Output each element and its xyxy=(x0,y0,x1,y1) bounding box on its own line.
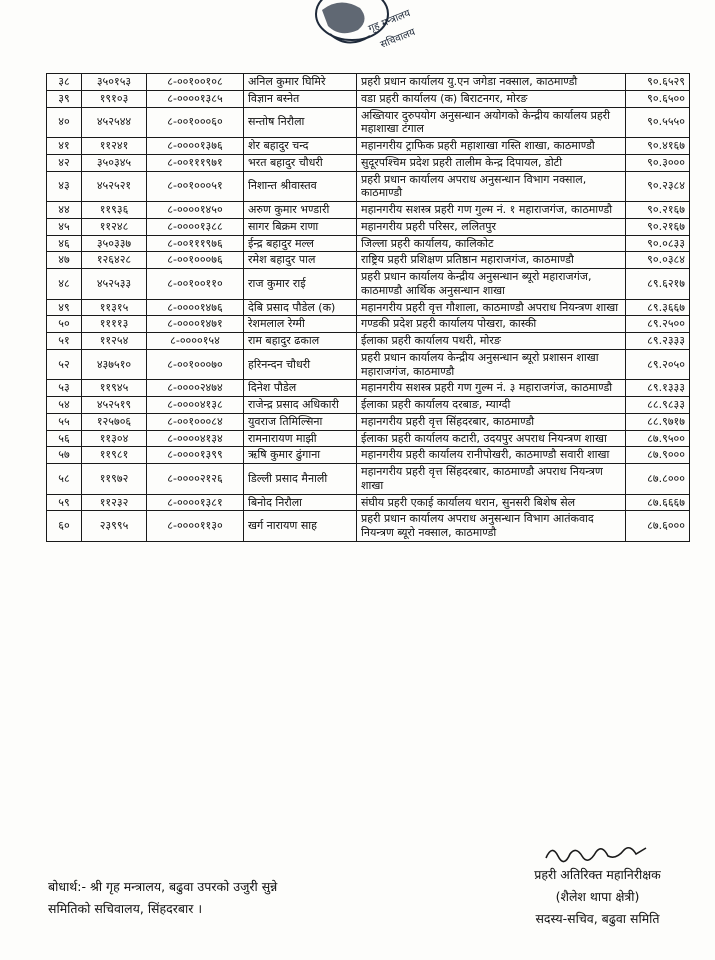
officer-name-cell: राज कुमार राई xyxy=(244,269,357,300)
office-cell: ईलाका प्रहरी कार्यालय दरबाङ, म्याग्दी xyxy=(357,397,626,414)
office-cell: संघीय प्रहरी एकाई कार्यालय धरान, सुनसरी बिशेष सेल xyxy=(357,494,626,511)
symbol-number-cell: ८-००००१५४ xyxy=(147,333,244,350)
police-id-cell: ११२५४ xyxy=(82,333,147,350)
table-row xyxy=(47,235,690,252)
table-row xyxy=(47,447,690,464)
office-cell: प्रहरी प्रधान कार्यालय अपराध अनुसन्धान विभाग नक्साल, काठमाण्डौ xyxy=(357,171,626,202)
score-cell: ८८.९७१७ xyxy=(626,413,690,430)
table-row xyxy=(47,154,690,171)
symbol-number-cell: ८-००१०००८४ xyxy=(147,413,244,430)
serial-number-cell: ३९ xyxy=(47,90,82,107)
officer-name-cell: दिनेश पौडेल xyxy=(244,380,357,397)
office-cell: जिल्ला प्रहरी कार्यालय, कालिकोट xyxy=(357,235,626,252)
table-row xyxy=(47,74,690,91)
serial-number-cell: ५७ xyxy=(47,447,82,464)
office-cell: महानगरीय प्रहरी वृत्त सिंहदरबार, काठमाण्डौ xyxy=(357,413,626,430)
police-id-cell: ११२४८ xyxy=(82,218,147,235)
signature-block xyxy=(505,842,690,930)
serial-number-cell: ५३ xyxy=(47,380,82,397)
office-cell: प्रहरी प्रधान कार्यालय अपराध अनुसन्धान विभाग आतंकवाद नियन्त्रण ब्यूरो नक्साल, काठमाण्डौ xyxy=(357,511,626,542)
symbol-number-cell: ८-००१११९७१ xyxy=(147,154,244,171)
symbol-number-cell: ८-००१००११० xyxy=(147,269,244,300)
footer-note-line1: बोधार्थ:- श्री गृह मन्त्रालय, बढुवा उपरको उजुरी सुन्ने xyxy=(48,879,278,894)
symbol-number-cell: ८-००००१३८५ xyxy=(147,90,244,107)
officer-name-cell: रमेश बहादुर पाल xyxy=(244,252,357,269)
police-id-cell: २३९९५ xyxy=(82,511,147,542)
serial-number-cell: ४९ xyxy=(47,299,82,316)
police-id-cell: ३५०१५३ xyxy=(82,74,147,91)
police-id-cell: ३५०३३७ xyxy=(82,235,147,252)
table-row xyxy=(47,252,690,269)
serial-number-cell: ४८ xyxy=(47,269,82,300)
serial-number-cell: ५१ xyxy=(47,333,82,350)
office-cell: वडा प्रहरी कार्यालय (क) बिराटनगर, मोरङ xyxy=(357,90,626,107)
score-cell: ९०.६५२९ xyxy=(626,74,690,91)
officer-name-cell: रेशमलाल रेग्मी xyxy=(244,316,357,333)
symbol-number-cell: ८-००००१४७६ xyxy=(147,299,244,316)
symbol-number-cell: ८-००००२४७४ xyxy=(147,380,244,397)
score-cell: ९०.३००० xyxy=(626,154,690,171)
police-id-cell: ११३०४ xyxy=(82,430,147,447)
table-row xyxy=(47,218,690,235)
symbol-number-cell: ८-००१००१०८ xyxy=(147,74,244,91)
stamp-text: गृह मन्त्रालय xyxy=(367,8,412,35)
officer-name-cell: विज्ञान बस्नेत xyxy=(244,90,357,107)
serial-number-cell: ५० xyxy=(47,316,82,333)
office-cell: महानगरीय प्रहरी परिसर, ललितपुर xyxy=(357,218,626,235)
officer-name-cell: ईन्द्र बहादुर मल्ल xyxy=(244,235,357,252)
signatory-name: (शैलेश थापा क्षेत्री) xyxy=(555,889,640,904)
office-cell: महानगरीय प्रहरी वृत्त गौशाला, काठमाण्डौ अपराध नियन्त्रण शाखा xyxy=(357,299,626,316)
office-cell: सुदूरपश्चिम प्रदेश प्रहरी तालीम केन्द्र दिपायल, डोटी xyxy=(357,154,626,171)
table-row xyxy=(47,316,690,333)
police-id-cell: ३५०३४५ xyxy=(82,154,147,171)
office-cell: महानगरीय सशस्त्र प्रहरी गण गुल्म नं. ३ महाराजगंज, काठमाण्डौ xyxy=(357,380,626,397)
officer-name-cell: राजेन्द्र प्रसाद अधिकारी xyxy=(244,397,357,414)
table-row xyxy=(47,464,690,495)
office-cell: प्रहरी प्रधान कार्यालय केन्द्रीय अनुसन्धान ब्यूरो महाराजगंज, काठमाण्डौ आर्थिक अनुसन्धान शाखा xyxy=(357,269,626,300)
serial-number-cell: ५८ xyxy=(47,464,82,495)
score-cell: ९०.६५०० xyxy=(626,90,690,107)
police-id-cell: १९१०३ xyxy=(82,90,147,107)
office-cell: महानगरीय प्रहरी कार्यालय रानीपोखरी, काठमाण्डौ सवारी शाखा xyxy=(357,447,626,464)
score-cell: ९०.२३८४ xyxy=(626,171,690,202)
footer-note xyxy=(48,876,348,920)
symbol-number-cell: ८-००१११९७६ xyxy=(147,235,244,252)
symbol-number-cell: ८-००००१३९९ xyxy=(147,447,244,464)
symbol-number-cell: ८-००००२१२६ xyxy=(147,464,244,495)
score-cell: ८७.९००० xyxy=(626,447,690,464)
serial-number-cell: ४७ xyxy=(47,252,82,269)
score-cell: ९०.२१६७ xyxy=(626,202,690,219)
symbol-number-cell: ८-००००१३७६ xyxy=(147,138,244,155)
score-cell: ८९.३६६७ xyxy=(626,299,690,316)
signatory-role: सदस्य-सचिव, बढुवा समिति xyxy=(535,911,660,926)
police-id-cell: ११२३२ xyxy=(82,494,147,511)
symbol-number-cell: ८-००१०००७० xyxy=(147,349,244,380)
police-id-cell: ११११३ xyxy=(82,316,147,333)
symbol-number-cell: ८-००१०००६० xyxy=(147,107,244,138)
score-cell: ८९.६२१७ xyxy=(626,269,690,300)
officer-name-cell: हरिनन्दन चौधरी xyxy=(244,349,357,380)
office-cell: महानगरीय ट्राफिक प्रहरी महाशाखा गस्ति शाखा, काठमाण्डौ xyxy=(357,138,626,155)
police-id-cell: ११९३६ xyxy=(82,202,147,219)
handwritten-signature xyxy=(538,842,658,864)
table-row xyxy=(47,299,690,316)
symbol-number-cell: ८-००००१४५० xyxy=(147,202,244,219)
police-id-cell: ११२४१ xyxy=(82,138,147,155)
office-cell: प्रहरी प्रधान कार्यालय केन्द्रीय अनुसन्धान ब्यूरो प्रशासन शाखा महाराजगंज, काठमाण्डौ xyxy=(357,349,626,380)
serial-number-cell: ३८ xyxy=(47,74,82,91)
police-id-cell: ११३१५ xyxy=(82,299,147,316)
office-cell: अख्तियार दुरुपयोग अनुसन्धान अयोगको केन्द्रीय कार्यालय प्रहरी महाशाखा टंगाल xyxy=(357,107,626,138)
table-row xyxy=(47,397,690,414)
serial-number-cell: ४४ xyxy=(47,202,82,219)
office-cell: ईलाका प्रहरी कार्यालय पथरी, मोरङ xyxy=(357,333,626,350)
score-cell: ८७.६००० xyxy=(626,511,690,542)
police-id-cell: ४५२५३३ xyxy=(82,269,147,300)
serial-number-cell: ४० xyxy=(47,107,82,138)
office-cell: प्रहरी प्रधान कार्यालय यु.एन जगेडा नक्साल, काठमाण्डौ xyxy=(357,74,626,91)
office-cell: गण्डकी प्रदेश प्रहरी कार्यालय पोखरा, कास्की xyxy=(357,316,626,333)
table-row xyxy=(47,380,690,397)
score-cell: ८९.२३३३ xyxy=(626,333,690,350)
serial-number-cell: ४६ xyxy=(47,235,82,252)
serial-number-cell: ५६ xyxy=(47,430,82,447)
officer-name-cell: रामनारायण माझी xyxy=(244,430,357,447)
table-row xyxy=(47,171,690,202)
police-id-cell: ४५२५४४ xyxy=(82,107,147,138)
footer-note-line2: समितिको सचिवालय, सिंहदरबार । xyxy=(48,901,203,916)
symbol-number-cell: ८-००००१३८१ xyxy=(147,494,244,511)
officer-name-cell: युवराज तिमिल्सिना xyxy=(244,413,357,430)
officer-name-cell: अनिल कुमार घिमिरे xyxy=(244,74,357,91)
police-id-cell: ४५२५२१ xyxy=(82,171,147,202)
score-cell: ८७.९५०० xyxy=(626,430,690,447)
officer-name-cell: ऋषि कुमार ढुंगाना xyxy=(244,447,357,464)
officer-name-cell: बिनोद निरौला xyxy=(244,494,357,511)
officer-name-cell: भरत बहादुर चौधरी xyxy=(244,154,357,171)
score-cell: ९०.०८३३ xyxy=(626,235,690,252)
office-cell: महानगरीय सशस्त्र प्रहरी गण गुल्म नं. १ महाराजगंज, काठमाण्डौ xyxy=(357,202,626,219)
symbol-number-cell: ८-००००१४७१ xyxy=(147,316,244,333)
police-id-cell: ११९८१ xyxy=(82,447,147,464)
officer-name-cell: निशान्त श्रीवास्तव xyxy=(244,171,357,202)
score-cell: ८७.६६६७ xyxy=(626,494,690,511)
table-row xyxy=(47,413,690,430)
symbol-number-cell: ८-००००११३० xyxy=(147,511,244,542)
serial-number-cell: ४१ xyxy=(47,138,82,155)
score-cell: ९०.५५५० xyxy=(626,107,690,138)
table-row xyxy=(47,90,690,107)
serial-number-cell: ५५ xyxy=(47,413,82,430)
office-cell: ईलाका प्रहरी कार्यालय कटारी, उदयपुर अपराध नियन्त्रण शाखा xyxy=(357,430,626,447)
officer-name-cell: देबि प्रसाद पौडेल (क) xyxy=(244,299,357,316)
ministry-stamp-seal xyxy=(300,0,450,68)
police-id-cell: १२५७०६ xyxy=(82,413,147,430)
symbol-number-cell: ८-००००१३८८ xyxy=(147,218,244,235)
officer-name-cell: खर्ग नारायण साह xyxy=(244,511,357,542)
serial-number-cell: ५४ xyxy=(47,397,82,414)
score-cell: ९०.०३८४ xyxy=(626,252,690,269)
police-id-cell: ११९७२ xyxy=(82,464,147,495)
symbol-number-cell: ८-००००४१३४ xyxy=(147,430,244,447)
table-row xyxy=(47,430,690,447)
officer-name-cell: सन्तोष निरौला xyxy=(244,107,357,138)
officer-name-cell: सागर बिक्रम राणा xyxy=(244,218,357,235)
police-id-cell: ४३७५१० xyxy=(82,349,147,380)
score-cell: ८७.८००० xyxy=(626,464,690,495)
table-row xyxy=(47,138,690,155)
score-cell: ८९.२५०० xyxy=(626,316,690,333)
score-cell: ८९.१३३३ xyxy=(626,380,690,397)
office-cell: महानगरीय प्रहरी वृत्त सिंहदरबार, काठमाण्डौ अपराध नियन्त्रण शाखा xyxy=(357,464,626,495)
officer-name-cell: राम बहादुर ढकाल xyxy=(244,333,357,350)
serial-number-cell: ४३ xyxy=(47,171,82,202)
table-row xyxy=(47,494,690,511)
serial-number-cell: ५९ xyxy=(47,494,82,511)
signatory-title: प्रहरी अतिरिक्त महानिरीक्षक xyxy=(534,867,661,882)
table-row xyxy=(47,107,690,138)
table-row xyxy=(47,269,690,300)
table-row xyxy=(47,333,690,350)
score-cell: ९०.४१६७ xyxy=(626,138,690,155)
serial-number-cell: ६० xyxy=(47,511,82,542)
table-row xyxy=(47,349,690,380)
stamp-text-line2: सचिवालय xyxy=(379,26,417,51)
police-id-cell: ४५२५१९ xyxy=(82,397,147,414)
office-cell: राष्ट्रिय प्रहरी प्रशिक्षण प्रतिष्ठान महाराजगंज, काठमाण्डौ xyxy=(357,252,626,269)
serial-number-cell: ५२ xyxy=(47,349,82,380)
police-id-cell: १२६४२८ xyxy=(82,252,147,269)
police-id-cell: ११९४५ xyxy=(82,380,147,397)
officer-name-cell: अरुण कुमार भण्डारी xyxy=(244,202,357,219)
officer-name-cell: शेर बहादुर चन्द xyxy=(244,138,357,155)
serial-number-cell: ४५ xyxy=(47,218,82,235)
symbol-number-cell: ८-००१०००७६ xyxy=(147,252,244,269)
table-row xyxy=(47,202,690,219)
serial-number-cell: ४२ xyxy=(47,154,82,171)
score-cell: ९०.२१६७ xyxy=(626,218,690,235)
table-row xyxy=(47,511,690,542)
symbol-number-cell: ८-००००४१३८ xyxy=(147,397,244,414)
officer-name-cell: डिल्ली प्रसाद मैनाली xyxy=(244,464,357,495)
score-cell: ८८.९८३३ xyxy=(626,397,690,414)
score-cell: ८९.२०५० xyxy=(626,349,690,380)
symbol-number-cell: ८-००१०००५१ xyxy=(147,171,244,202)
promotion-list-table xyxy=(46,73,690,542)
